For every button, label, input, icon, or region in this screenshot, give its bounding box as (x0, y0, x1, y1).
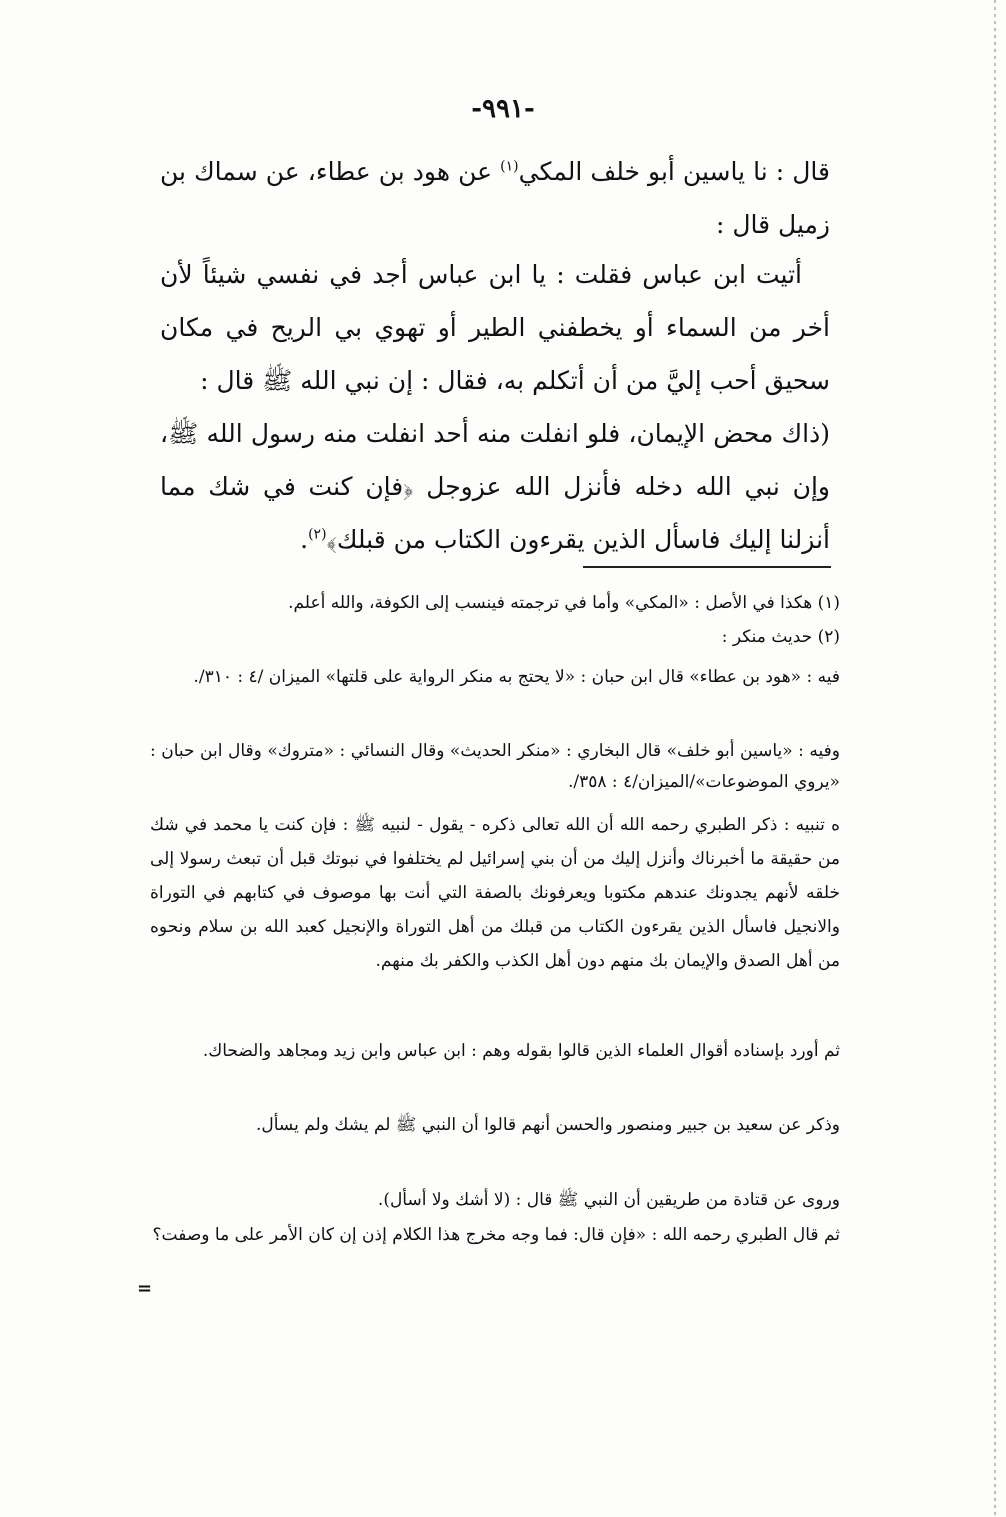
footnote-1: (١) هكذا في الأصل : «المكي» وأما في ترجمته فينسب إلى الكوفة، والله أعلم. (288, 593, 840, 613)
page-edge (994, 0, 996, 1517)
page-number: -٩٩١- (471, 94, 535, 124)
footnote-tabari-note: ه تنبيه : ذكر الطبري رحمه الله أن الله تعالى ذكره - يقول - لنبيه ﷺ : فإن كنت يا محمد في شك من حقيقة ما أخبرناك وأنزل إليك من أن بني إسرائيل لم يختلفوا في نبوتك قبل أن تبعث رسولا إلى خلقه لأنهم يجدونك عندهم مكتوبا ويعرفونك بالصفة التي أنت بها موصوف في كتابهم في التوراة والانجيل فاسأل الذين يقرءون الكتاب من قبلك من أهل التوراة والإنجيل كعبد الله بن سلام ونحوه من أهل الصدق والإيمان بك منهم دون أهل الكذب والكفر بك منهم. (150, 815, 840, 971)
paragraph-narration: أتيت ابن عباس فقلت : يا ابن عباس أجد في نفسي شيئاً لأن أخر من السماء أو يخطفني الطير أو تهوي بي الريح في مكان سحيق أحب إليَّ من أن أتكلم به، فقال : إن نبي الله ﷺ قال : (160, 260, 830, 395)
footnote-ref-1: (١) (500, 158, 519, 175)
footnote-separator (583, 566, 831, 568)
para3-text-a: (ذاك محض الإيمان، فلو انفلت منه أحد انفلت منه رسول الله ﷺ، وإن نبي الله دخله فأنزل الله عزوجل ﴿فإن كنت في شك مما أنزلنا إليك فاسأل الذين يقرءون الكتاب من قبلك﴾ (160, 419, 830, 554)
footnote-narrator-hud: فيه : «هود بن عطاء» قال ابن حبان : «لا يحتج به منكر الرواية على قلتها» الميزان /٤ : ٣١٠/. (193, 667, 840, 687)
footnote-2: (٢) حديث منكر : (721, 627, 840, 647)
continuation-marker: = (137, 1278, 153, 1299)
footnote-qatada: وروى عن قتادة من طريقين أن النبي ﷺ قال : (لا أشك ولا أسأل). (377, 1190, 840, 1210)
footnote-said-ibn-jubayr: وذكر عن سعيد بن جبير ومنصور والحسن أنهم قالوا أن النبي ﷺ لم يشك ولم يسأل. (255, 1115, 840, 1135)
paragraph-isnad (160, 145, 830, 251)
footnote-scholars: ثم أورد بإسناده أقوال العلماء الذين قالوا بقوله وهم : ابن عباس وابن زيد ومجاهد والضحاك. (202, 1041, 840, 1061)
footnote-tabari-question: ثم قال الطبري رحمه الله : «فإن قال: فما وجه مخرج هذا الكلام إذن إن كان الأمر على ما وصفت؟ (152, 1225, 840, 1245)
para1-text-b: عن هود بن عطاء، عن سماك بن زميل قال : (160, 157, 830, 239)
paragraph-hadith (160, 407, 830, 566)
footnote-ref-2: (٢) (308, 526, 327, 543)
para3-text-b: . (300, 525, 309, 554)
para1-text-a: قال : نا ياسين أبو خلف المكي (518, 157, 830, 186)
footnote-narrator-yasin: وفيه : «ياسين أبو خلف» قال البخاري : «منكر الحديث» وقال النسائي : «متروك» وقال ابن حبان : «يروي الموضوعات»/الميزان/٤ : ٣٥٨/. (150, 741, 840, 792)
